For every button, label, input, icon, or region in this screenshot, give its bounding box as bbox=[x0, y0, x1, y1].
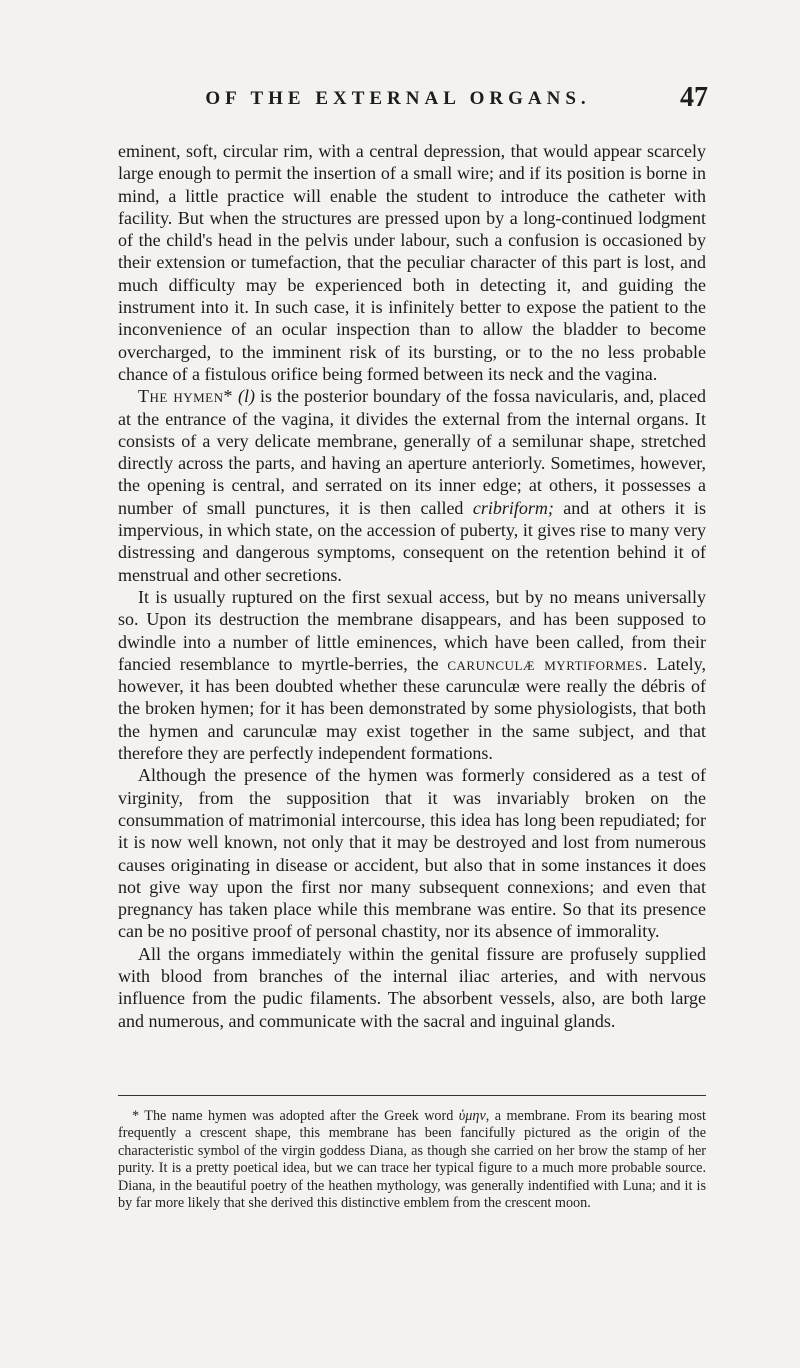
paragraph-urethra: eminent, soft, circular rim, with a central depression, that would appear scarcely large enough to permit the insertion of a small wire; and if its position is borne in mind, a little practice will enable the student to introduce the catheter with facility. But when the structures are pressed upon by a long-continued lodgment of the child's head in the pelvis under labour, such a confusion is occasioned by their extension or tumefaction, that the peculiar character of this part is lost, and much difficulty may be experienced both in detecting it, and guiding the instrument into it. In such case, it is infinitely better to expose the patient to the inconvenience of an ocular inspection than to allow the bladder to become overcharged, to the imminent risk of its bursting, or to the no less probable chance of a fistulous orifice being formed between its neck and the vagina. bbox=[118, 141, 706, 384]
body-text bbox=[118, 140, 706, 1032]
carunculae-term: carunculæ myrtiformes. bbox=[447, 653, 648, 674]
hymen-heading: The hymen* bbox=[138, 386, 233, 407]
rupture-text-b: Lately, however, it has been doubted whether these carunculæ were really the débris of the broken hymen; for it has been demonstrated by some physiologists, that both the hymen and carunculæ may exist together in the same subject, and that therefore they are perfectly independent formations. bbox=[118, 653, 706, 764]
footnote-divider bbox=[118, 1095, 706, 1096]
rupture-text-a: It is usually ruptured on the first sexual access, but by no means universally so. Upon its destruction the membrane disappears, and has been supposed to dwindle into a number of little eminences, which have been called, from their fancied resemblance to myrtle-berries, the bbox=[118, 586, 706, 674]
footnote bbox=[118, 1108, 706, 1212]
page-header bbox=[118, 82, 708, 118]
paragraph-blood-supply: All the organs immediately within the genital fissure are profusely supplied with blood from branches of the internal iliac arteries, and with nervous influence from the pudic filaments. The absorbent vessels, also, are both large and numerous, and communicate with the sacral and inguinal glands. bbox=[118, 943, 706, 1031]
footnote-text-a: * The name hymen was adopted after the Greek word bbox=[132, 1108, 459, 1124]
paragraph-rupture bbox=[118, 586, 706, 764]
greek-word: ὑμην bbox=[458, 1108, 486, 1124]
footnote-text-b: , a membrane. From its bearing most frequently a crescent shape, this membrane has been fancifully pictured as the origin of the characteristic symbol of the virgin goddess Diana, as though she carried on her brow the stamp of her purity. It is a pretty poetical idea, but we can trace her typical figure to a much more probable source. Diana, in the beautiful poetry of the heathen mythology, was generally indentified with Luna; and it is by far more likely that she derived this distinctive emblem from the crescent moon. bbox=[118, 1108, 706, 1212]
cribriform-term: cribriform; bbox=[472, 497, 554, 518]
hymen-text-a: is the posterior boundary of the fossa navicularis, and, placed at the entrance of the vagina, it divides the external from the internal organs. It consists of a very delicate membrane, generally of a semilunar shape, stretched directly across the parts, and having an aperture anteriorly. Sometimes, however, the opening is central, and serrated on its inner edge; at others, it possesses a number of small punctures, it is then called bbox=[118, 386, 706, 518]
hymen-text-b: and at others it is impervious, in which state, on the accession of puberty, it gives rise to many very distressing and dangerous symptoms, consequent on the retention behind it of menstrual and other secretions. bbox=[118, 497, 707, 585]
paragraph-hymen bbox=[118, 385, 706, 586]
page-number: 47 bbox=[680, 82, 708, 113]
figure-reference: (l) bbox=[238, 386, 256, 407]
running-head: OF THE EXTERNAL ORGANS. bbox=[205, 88, 591, 109]
paragraph-virginity: Although the presence of the hymen was formerly considered as a test of virginity, from the supposition that it was invariably broken on the consummation of matrimonial intercourse, this idea has long been repudiated; for it is now well known, not only that it may be destroyed and lost from numerous causes originating in disease or accident, but also that in some instances it does not give way upon the first nor many subsequent connexions; and even that pregnancy has taken place while this membrane was entire. So that its presence can be no positive proof of personal chastity, nor its absence of immorality. bbox=[118, 765, 706, 942]
